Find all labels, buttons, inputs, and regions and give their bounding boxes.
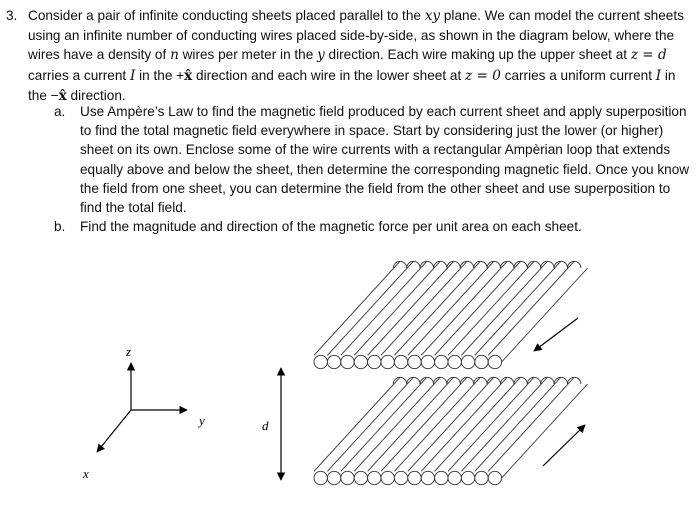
stem-math-x-hat: x̂ xyxy=(58,87,67,104)
wire-cross-section xyxy=(354,471,367,484)
wire-cross-section xyxy=(354,355,367,368)
wire-cross-section xyxy=(327,471,340,484)
wire-edge xyxy=(341,261,427,355)
x-axis xyxy=(97,410,131,452)
wire-cross-section xyxy=(341,471,354,484)
stem-text: direction and each wire in the lower sheet at xyxy=(192,67,466,83)
wire-edge xyxy=(381,377,467,471)
wire-edge xyxy=(314,261,400,355)
stem-text: Consider a pair of infinite conducting sheets placed parallel to the xyxy=(28,8,425,23)
part-b-text: Find the magnitude and direction of the magnetic force per unit area on each sheet. xyxy=(80,219,582,234)
wire-cross-section xyxy=(368,355,381,368)
wire-cross-section xyxy=(314,471,327,484)
upper-current-direction-arrow xyxy=(534,318,578,351)
wire-edge xyxy=(421,261,507,355)
wire-edge xyxy=(368,377,454,471)
stem-text: plane. We can model the current sheets using an infinite number of conducting wires placed side-by-side, as shown in the diagram below, where the wires have a density of xyxy=(28,8,684,63)
wire-edge xyxy=(488,377,574,471)
wire-cross-section xyxy=(421,471,434,484)
wire-edge xyxy=(461,261,547,355)
problem-number: 3. xyxy=(6,8,18,23)
upper-current-sheet xyxy=(314,261,588,368)
wire-cross-section xyxy=(448,471,461,484)
wire-edge xyxy=(341,377,427,471)
stem-math-z-equals-0: z = 0 xyxy=(465,67,501,84)
lower-current-sheet xyxy=(314,377,588,484)
part-a-label: a. xyxy=(54,104,66,119)
wire-cross-section xyxy=(461,355,474,368)
stem-text: in the − xyxy=(28,67,676,103)
wire-cross-section xyxy=(408,355,421,368)
wire-cross-section xyxy=(327,355,340,368)
wire-cross-section xyxy=(341,355,354,368)
wire-edge xyxy=(488,261,574,355)
wire-edge xyxy=(368,261,454,355)
part-a-text: Use Ampère’s Law to find the magnetic field produced by each current sheet and apply superposition to find the total magnetic field everywhere in space. Start by considering just the lower (or higher) sheet on its own. Enclose some of the wire currents with a rectangular Ampèrian loop that extends equally above and below the sheet, then determine the corresponding magnetic field. Once you know the field from one sheet, you can determine the field from the other sheet and use superposition to find the total field. xyxy=(80,104,690,216)
wire-edge xyxy=(327,377,413,471)
stem-math-xy: xy xyxy=(424,8,441,24)
coordinate-axes xyxy=(97,363,187,452)
separation-label: d xyxy=(262,418,269,433)
wire-cross-section xyxy=(421,355,434,368)
wire-edge xyxy=(394,261,480,355)
wire-edge xyxy=(314,377,400,471)
stem-text: direction. Each wire making up the upper sheet at xyxy=(324,47,631,63)
wire-cross-section xyxy=(448,355,461,368)
wire-edge xyxy=(435,261,521,355)
wire-cross-section xyxy=(408,471,421,484)
stem-math-current: I xyxy=(130,67,136,84)
wire-edge xyxy=(394,377,480,471)
stem-math-x-hat: x̂ xyxy=(184,67,193,84)
wire-cross-section xyxy=(461,471,474,484)
wire-cross-section xyxy=(394,355,407,368)
part-b-label: b. xyxy=(54,219,66,234)
wire-edge xyxy=(408,377,494,471)
wire-cross-section xyxy=(381,471,394,484)
lower-current-direction-arrow xyxy=(543,425,585,466)
stem-math-z-equals-d: z = d xyxy=(630,47,667,64)
stem-text: direction. xyxy=(66,87,126,103)
wire-cross-section xyxy=(435,355,448,368)
stem-math-n: n xyxy=(170,47,179,64)
stem-text: wires per meter in the xyxy=(178,47,318,63)
wire-cross-section xyxy=(368,471,381,484)
wire-edge xyxy=(475,377,561,471)
wire-cross-section xyxy=(394,471,407,484)
x-axis-label: x xyxy=(83,466,89,481)
wire-cross-section xyxy=(475,471,488,484)
wire-cross-section xyxy=(435,471,448,484)
z-axis-label: z xyxy=(126,344,132,359)
wire-cross-section xyxy=(488,355,501,368)
wire-edge xyxy=(354,377,440,471)
stem-text: in the + xyxy=(135,67,185,83)
wire-cross-section xyxy=(314,355,327,368)
wire-edge xyxy=(421,377,507,471)
wire-edge xyxy=(461,377,547,471)
wire-cross-section xyxy=(381,355,394,368)
stem-text: carries a current xyxy=(28,67,130,83)
wire-cross-section xyxy=(475,355,488,368)
wire-edge xyxy=(408,261,494,355)
stem-text: carries a uniform current xyxy=(500,67,656,83)
wire-edge xyxy=(435,377,521,471)
wire-edge xyxy=(354,261,440,355)
stem-math-current: I xyxy=(655,67,662,84)
stem-math-y: y xyxy=(317,47,325,64)
wire-cross-section xyxy=(488,471,501,484)
wire-edge xyxy=(381,261,467,355)
y-axis-label: y xyxy=(199,413,205,428)
wire-edge xyxy=(327,261,413,355)
